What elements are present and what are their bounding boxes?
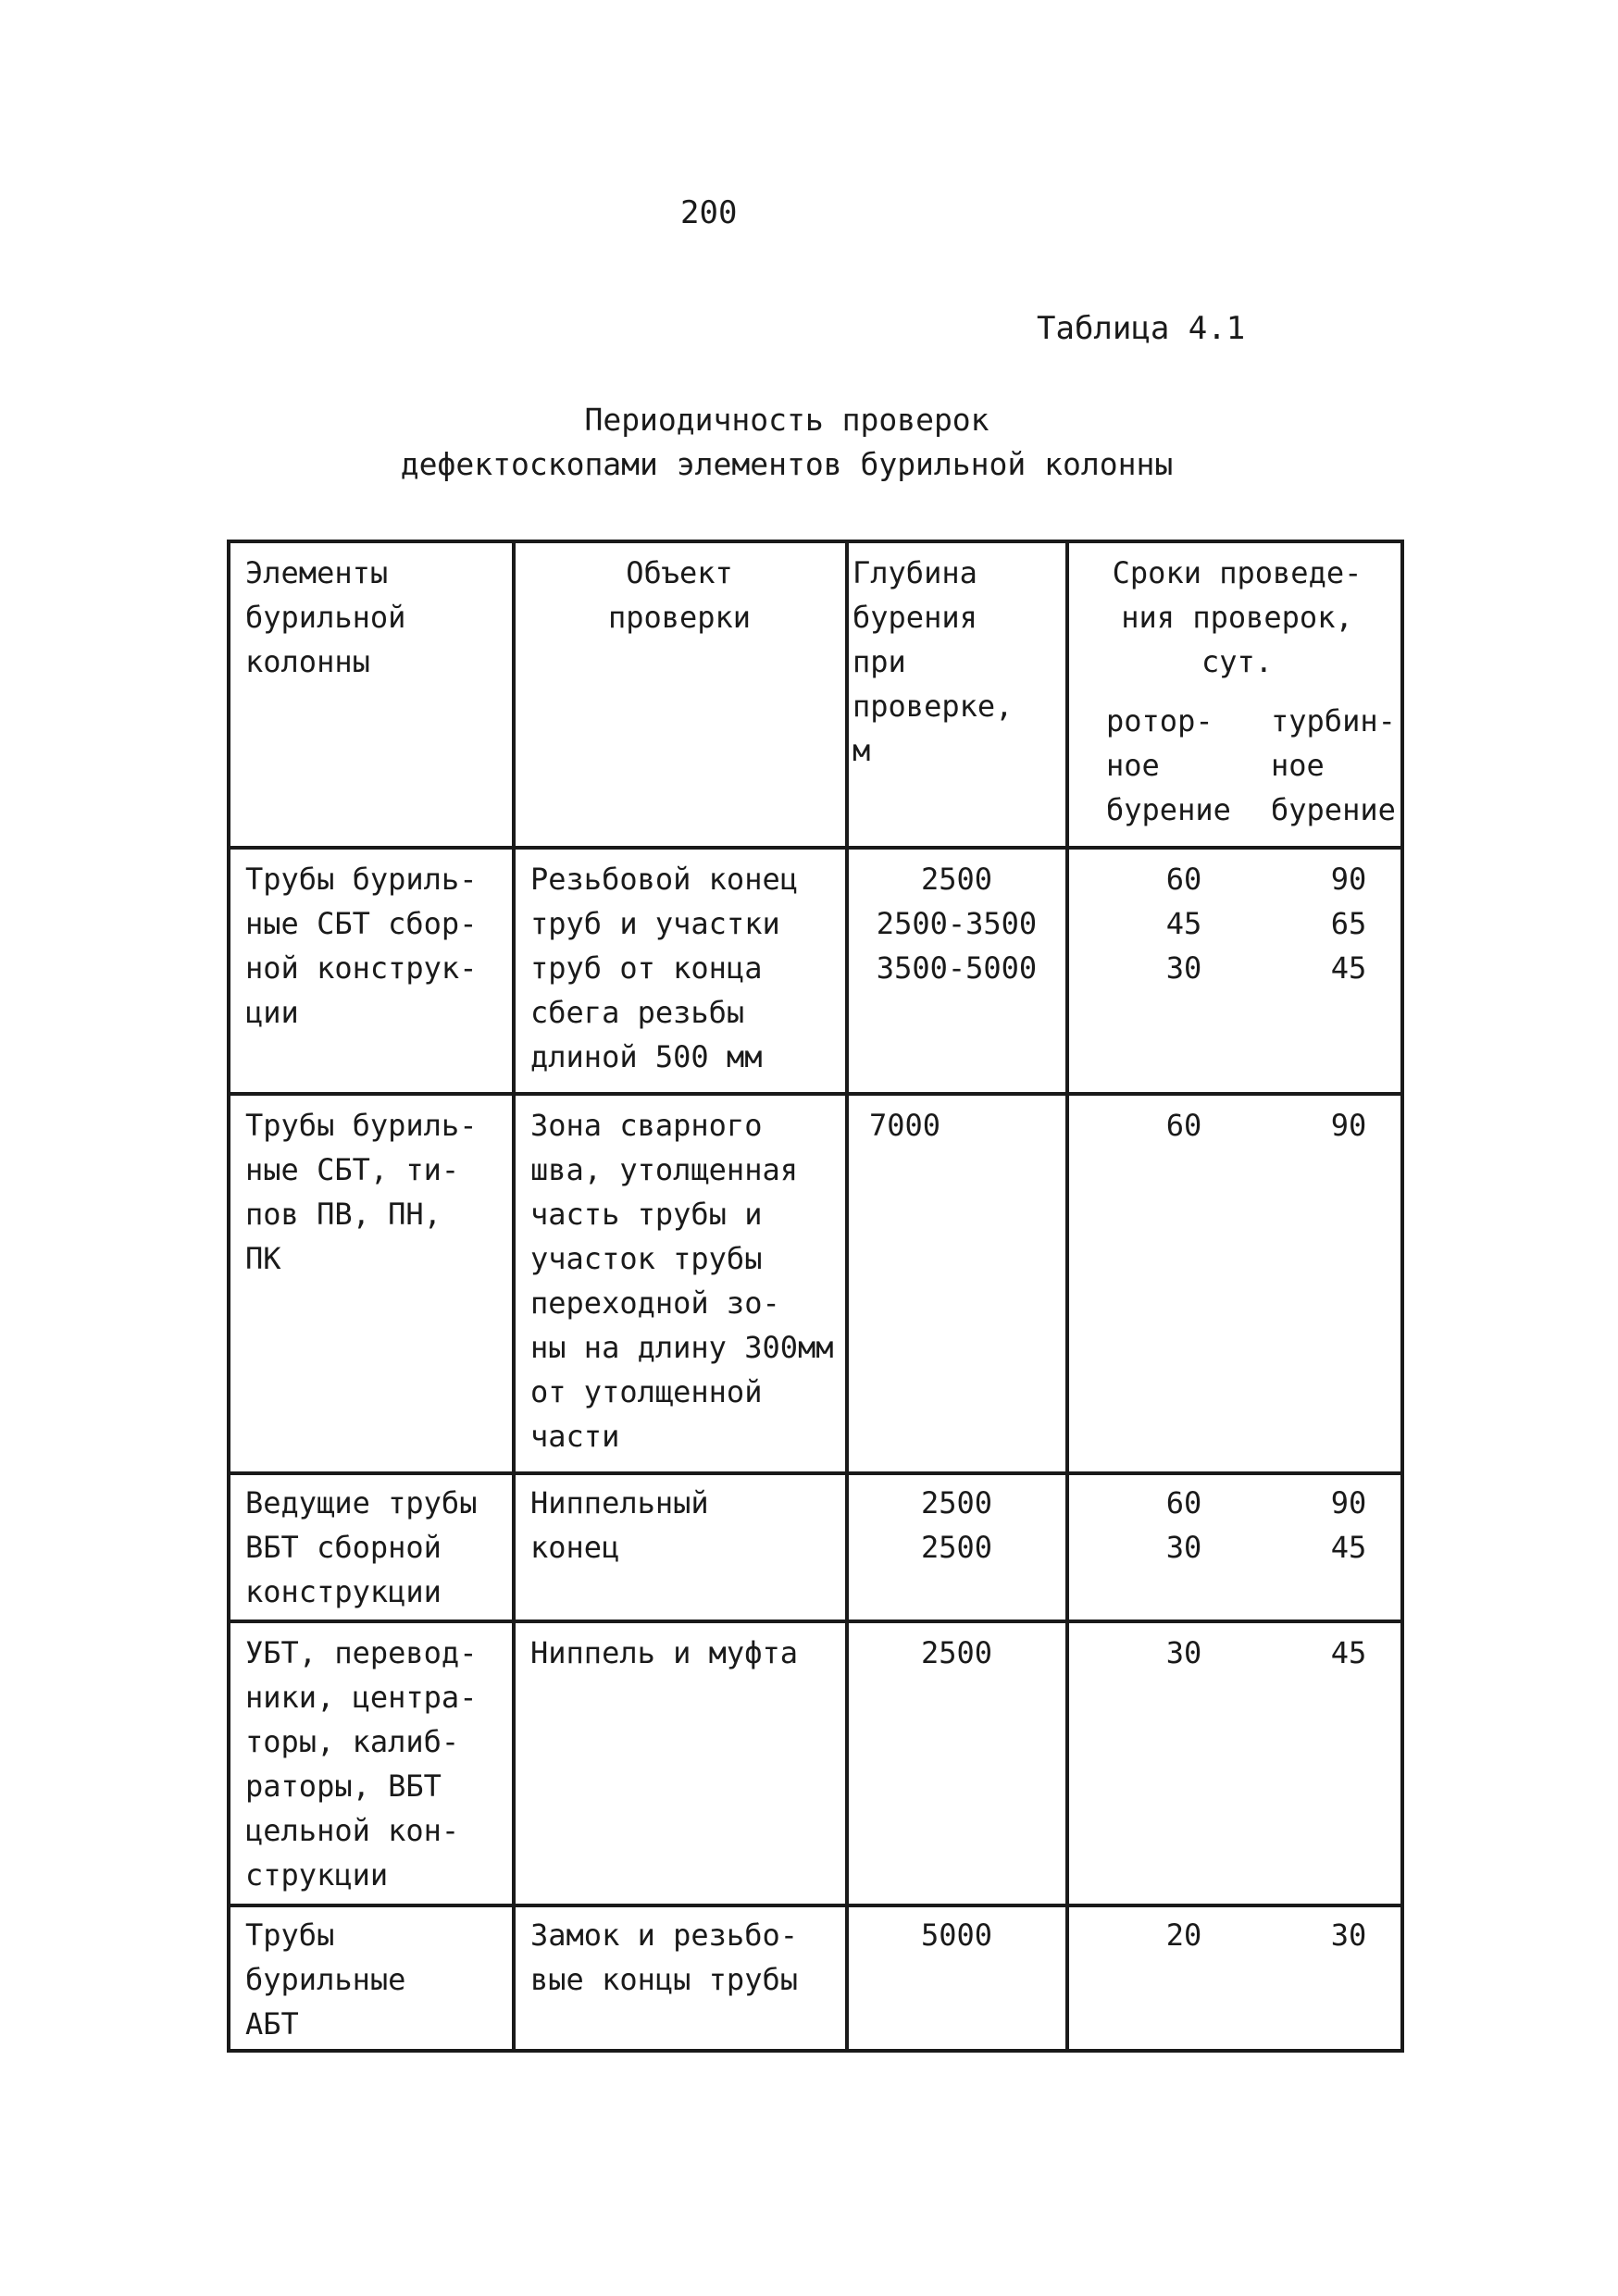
column-divider xyxy=(512,543,516,2049)
row-element: Трубы бурильные АБТ xyxy=(245,1917,406,2042)
header-inspection-terms: Сроки проведе- ния проверок, сут. xyxy=(1112,555,1363,679)
row-rotary: 60 45 30 xyxy=(1165,862,1202,986)
row-object: Ниппельный конец xyxy=(530,1485,709,1565)
row-object: Зона сварного шва, утолщенная часть трубы и участок трубы переходной зо- ны на длину 300мм от утолщенной части xyxy=(530,1108,834,1454)
row-element: Трубы буриль- ные СБТ, ти- пов ПВ, ПН, ПК xyxy=(245,1108,478,1276)
row-divider xyxy=(230,1620,1400,1623)
row-turbine: 45 xyxy=(1330,1635,1367,1670)
table-title-line-2: дефектоскопами элементов бурильной колонны xyxy=(400,446,1174,482)
page-number: 200 xyxy=(680,194,738,231)
row-divider xyxy=(230,1471,1400,1475)
row-depth: 2500 xyxy=(920,1635,993,1670)
row-depth: 7000 xyxy=(869,1108,941,1143)
header-depth: Глубина бурения при проверке, м xyxy=(853,555,1014,768)
row-rotary: 60 30 xyxy=(1165,1485,1202,1565)
row-divider xyxy=(230,1092,1400,1096)
row-divider xyxy=(230,1904,1400,1907)
row-turbine: 90 65 45 xyxy=(1330,862,1367,986)
table-title-line-1: Периодичность проверок xyxy=(584,402,989,438)
row-turbine: 90 xyxy=(1330,1108,1367,1143)
header-rotary: ротор- ное бурение xyxy=(1106,703,1231,827)
inspection-table xyxy=(227,540,1404,2053)
row-element: УБТ, перевод- ники, центра- торы, калиб- раторы, ВБТ цельной кон- струкции xyxy=(245,1635,478,1893)
row-depth: 2500 2500 xyxy=(920,1485,993,1565)
row-turbine: 30 xyxy=(1330,1917,1367,1953)
row-rotary: 20 xyxy=(1165,1917,1202,1953)
row-rotary: 60 xyxy=(1165,1108,1202,1143)
row-object: Резьбовой конец труб и участки труб от конца сбега резьбы длиной 500 мм xyxy=(530,862,798,1074)
header-turbine: турбин- ное бурение xyxy=(1271,703,1396,827)
table-title xyxy=(278,398,1296,487)
header-elements: Элементы бурильной колонны xyxy=(245,555,406,679)
row-element: Трубы буриль- ные СБТ сбор- ной конструк- ции xyxy=(245,862,478,1030)
header-object: Объект проверки xyxy=(607,555,752,635)
table-label: Таблица 4.1 xyxy=(1037,310,1246,347)
row-depth: 2500 2500-3500 3500-5000 xyxy=(876,862,1038,986)
row-divider xyxy=(230,846,1400,850)
column-divider xyxy=(845,543,849,2049)
row-rotary: 30 xyxy=(1165,1635,1202,1670)
row-turbine: 90 45 xyxy=(1330,1485,1367,1565)
row-object: Замок и резьбо- вые концы трубы xyxy=(530,1917,798,1997)
row-object: Ниппель и муфта xyxy=(530,1635,798,1670)
row-depth: 5000 xyxy=(920,1917,993,1953)
column-divider xyxy=(1065,543,1069,2049)
row-element: Ведущие трубы ВБТ сборной конструкции xyxy=(245,1485,478,1609)
